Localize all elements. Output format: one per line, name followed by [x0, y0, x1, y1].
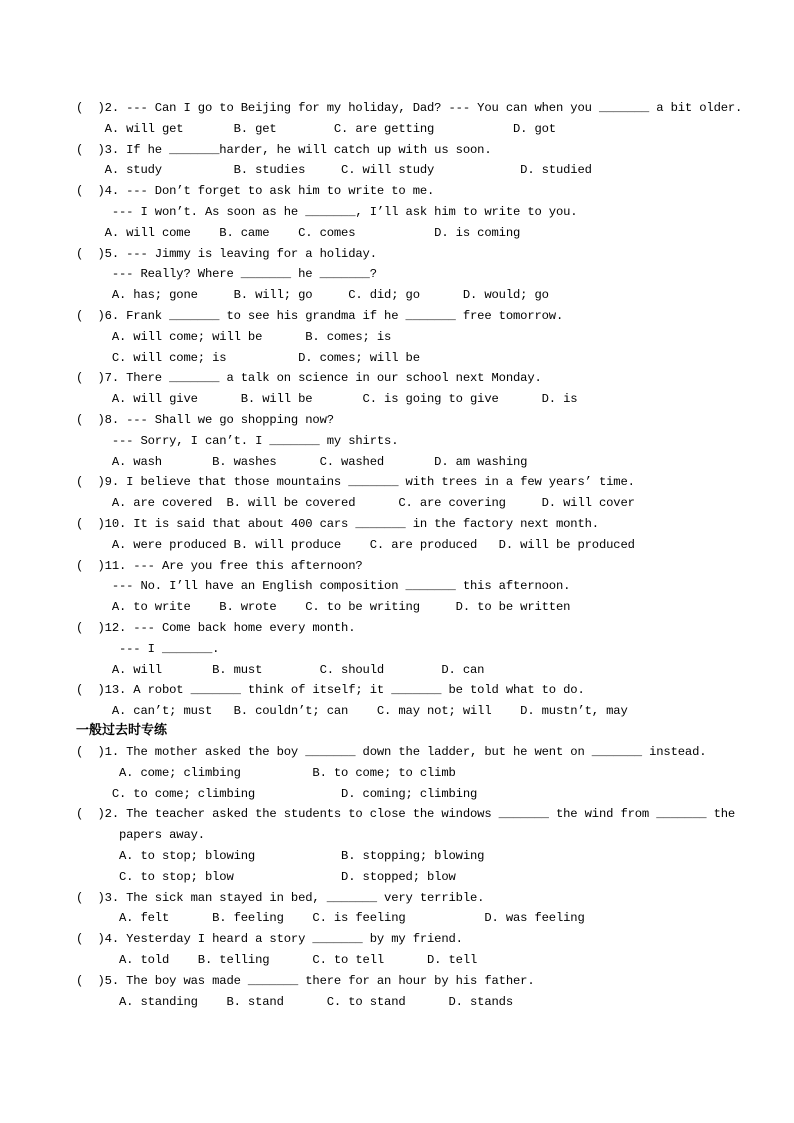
answer-options-line: --- I _______. [76, 641, 220, 656]
question-line: ( )5. --- Jimmy is leaving for a holiday. [76, 246, 377, 261]
question-line: ( )11. --- Are you free this afternoon? [76, 558, 363, 573]
question-line: ( )4. --- Don’t forget to ask him to write to me. [76, 184, 435, 199]
answer-options-line: A. come; climbing B. to come; to climb [76, 765, 456, 780]
question-line: ( )8. --- Shall we go shopping now? [76, 413, 334, 427]
answer-options-line: --- I won’t. As soon as he _______, I’ll ask him to write to you. [76, 205, 578, 219]
answer-options-line: A. told B. telling C. to tell D. tell [76, 953, 478, 967]
answer-options-line: A. will B. must C. should D. can [76, 662, 485, 677]
answer-options-line: papers away. [76, 828, 205, 843]
question-line: ( )13. A robot _______ think of itself; it _______ be told what to do. [76, 683, 585, 698]
answer-options-line: A. to write B. wrote C. to be writing D. to be written [76, 600, 571, 615]
answer-options-line: A. were produced B. will produce C. are produced D. will be produced [76, 537, 635, 552]
question-line: ( )12. --- Come back home every month. [76, 621, 356, 635]
answer-options-line: A. are covered B. will be covered C. are covering D. will cover [76, 496, 635, 511]
answer-options-line: A. study B. studies C. will study D. studied [76, 163, 592, 178]
answer-options-line: A. will give B. will be C. is going to give D. is [76, 392, 578, 407]
question-line: ( )9. I believe that those mountains _______ with trees in a few years’ time. [76, 475, 635, 490]
question-line: ( )6. Frank _______ to see his grandma if he _______ free tomorrow. [76, 309, 564, 323]
question-line: ( )2. The teacher asked the students to close the windows _______ the wind from _______ the [76, 807, 736, 822]
question-line: ( )4. Yesterday I heard a story _______ by my friend. [76, 932, 463, 947]
answer-options-line: C. to stop; blow D. stopped; blow [76, 869, 456, 884]
answer-options-line: A. can’t; must B. couldn’t; can C. may not; will D. mustn’t, may [76, 704, 628, 719]
question-line: ( )2. --- Can I go to Beijing for my holiday, Dad? --- You can when you _______ a bit older. [76, 101, 743, 115]
question-line: ( )3. The sick man stayed in bed, _______ very terrible. [76, 890, 485, 905]
question-line: ( )7. There _______ a talk on science in our school next Monday. [76, 371, 542, 386]
section-heading: 一般过去时专练 [76, 723, 168, 738]
question-line: ( )3. If he _______harder, he will catch up with us soon. [76, 142, 492, 157]
answer-options-line: C. will come; is D. comes; will be [76, 350, 420, 365]
answer-options-line: C. to come; climbing D. coming; climbing [76, 786, 478, 801]
answer-options-line: A. has; gone B. will; go C. did; go D. would; go [76, 288, 549, 303]
answer-options-line: A. will get B. get C. are getting D. got [76, 121, 556, 136]
answer-options-line: A. standing B. stand C. to stand D. stands [76, 994, 513, 1009]
question-line: ( )5. The boy was made _______ there for an hour by his father. [76, 973, 535, 988]
question-line: ( )1. The mother asked the boy _______ down the ladder, but he went on _______ instead. [76, 745, 707, 759]
answer-options-line: --- Sorry, I can’t. I _______ my shirts. [76, 433, 399, 448]
answer-options-line: A. will come; will be B. comes; is [76, 329, 392, 344]
answer-options-line: A. will come B. came C. comes D. is coming [76, 225, 521, 240]
question-line: ( )10. It is said that about 400 cars _______ in the factory next month. [76, 517, 599, 531]
answer-options-line: A. wash B. washes C. washed D. am washing [76, 454, 528, 469]
answer-options-line: A. felt B. feeling C. is feeling D. was feeling [76, 911, 585, 926]
answer-options-line: A. to stop; blowing B. stopping; blowing [76, 849, 485, 863]
answer-options-line: --- No. I’ll have an English composition _______ this afternoon. [76, 579, 571, 594]
answer-options-line: --- Really? Where _______ he _______? [76, 267, 377, 282]
